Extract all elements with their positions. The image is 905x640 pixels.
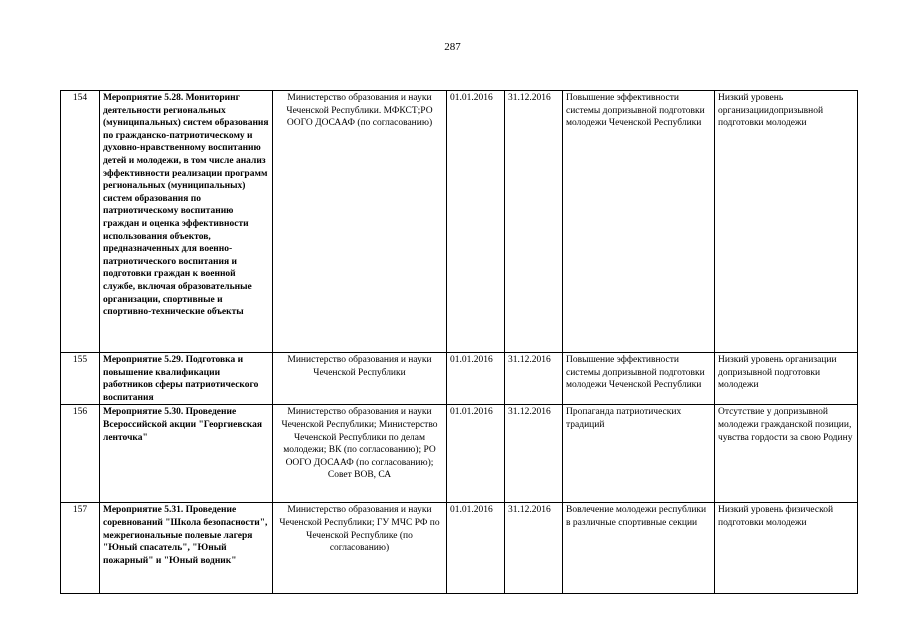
page-number: 287 [444,41,461,53]
event-cell: Мероприятие 5.28. Мониторинг деятельности региональных (муниципальных) систем образования по гражданско-патриотическому и духовно-нравственному воспитанию детей и молодежи, в том числе анализ эффективности реализации программ региональных (муниципальных) систем образования по патриотическому воспитанию граждан и оценка эффективности использования объектов, предназначенных для военно-патриотического воспитания и подготовки граждан к военной службе, включая образовательные организации, спортивные и спортивно-технические объекты [100,91,273,353]
activities-table [60,90,858,594]
start-date-cell: 01.01.2016 [447,503,505,594]
result-cell: Повышение эффективности системы допризывной подготовки молодежи Чеченской Республики [563,353,715,405]
risk-cell: Низкий уровень организации допризывной подготовки молодежи [715,353,858,405]
event-cell: Мероприятие 5.31. Проведение соревнований "Школа безопасности", межрегиональные полевые лагеря "Юный спасатель", "Юный пожарный" и "Юный водник" [100,503,273,594]
risk-cell: Отсутствие у допризывной молодежи гражданской позиции, чувства гордости за свою Родину [715,405,858,503]
executor-cell: Министерство образования и науки Чеченской Республики. МФКСТ;РО ООГО ДОСААФ (по согласованию) [273,91,447,353]
row-number: 157 [61,503,100,594]
start-date-cell: 01.01.2016 [447,405,505,503]
start-date-cell: 01.01.2016 [447,91,505,353]
risk-cell: Низкий уровень организациидопризывной подготовки молодежи [715,91,858,353]
end-date-cell: 31.12.2016 [505,91,563,353]
result-cell: Пропаганда патриотических традиций [563,405,715,503]
result-cell: Повышение эффективности системы допризывной подготовки молодежи Чеченской Республики [563,91,715,353]
table-row [61,353,858,405]
table-row [61,503,858,594]
executor-cell: Министерство образования и науки Чеченской Республики; Министерство Чеченской Республики по делам молодежи; ВК (по согласованию); РО ООГО ДОСААФ (по согласованию); Совет ВОВ, СА [273,405,447,503]
table-row [61,405,858,503]
executor-cell: Министерство образования и науки Чеченской Республики; ГУ МЧС РФ по Чеченской Республике (по согласованию) [273,503,447,594]
end-date-cell: 31.12.2016 [505,405,563,503]
start-date-cell: 01.01.2016 [447,353,505,405]
executor-cell: Министерство образования и науки Чеченской Республики [273,353,447,405]
event-cell: Мероприятие 5.29. Подготовка и повышение квалификации работников сферы патриотического воспитания [100,353,273,405]
row-number: 155 [61,353,100,405]
end-date-cell: 31.12.2016 [505,503,563,594]
event-cell: Мероприятие 5.30. Проведение Всероссийской акции "Георгиевская ленточка" [100,405,273,503]
end-date-cell: 31.12.2016 [505,353,563,405]
result-cell: Вовлечение молодежи республики в различные спортивные секции [563,503,715,594]
risk-cell: Низкий уровень физической подготовки молодежи [715,503,858,594]
row-number: 154 [61,91,100,353]
table-row [61,91,858,353]
row-number: 156 [61,405,100,503]
